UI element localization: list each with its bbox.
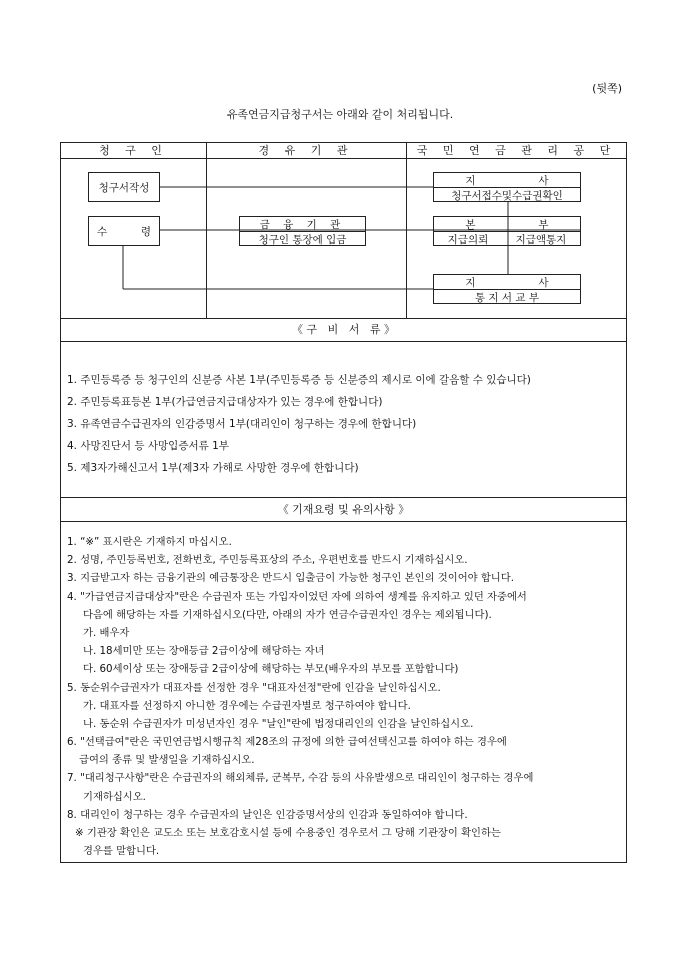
col-header-claimant: 청 구 인 — [99, 144, 168, 157]
hq-amount-notice: 지급액통지 — [515, 233, 567, 246]
notes-item: 가. 대표자를 선정하지 아니한 경우에는 수급권자별로 청구하여야 합니다. — [83, 699, 411, 712]
branch-label: 사 — [538, 174, 549, 187]
notes-item: 다. 60세이상 또는 장애등급 2급이상에 해당하는 부모(배우자의 부모를 포함합니다) — [83, 663, 459, 676]
notes-heading: 《 기재요령 및 유의사항 》 — [277, 503, 410, 516]
notes-item: 나. 18세미만 또는 장애등급 2급이상에 해당하는 자녀 — [83, 645, 325, 658]
hq-label: 부 — [538, 218, 549, 231]
docs-item: 5. 제3자가해신고서 1부(제3자 가해로 사망한 경우에 한합니다) — [67, 462, 359, 474]
branch-receipt-box — [433, 172, 581, 202]
docs-item: 1. 주민등록증 등 청구인의 신분증 사본 1부(주민등록증 등 신분증의 제시로 이에 갈음할 수 있습니다) — [67, 374, 531, 386]
hq-label: 본 — [465, 218, 476, 231]
notes-item: 다음에 해당하는 자를 기재하십시오(다만, 아래의 자가 연금수급권자인 경우는 제외됩니다). — [83, 608, 492, 621]
notes-item: 경우를 말합니다. — [83, 845, 160, 858]
notes-item: 1. “※” 표시란은 기재하지 마십시오. — [67, 536, 232, 548]
claim-write-label: 청구서작성 — [98, 181, 150, 194]
notes-item: ※ 기관장 확인은 교도소 또는 보호감호시설 등에 수용중인 경우로서 그 당해 기관장이 확인하는 — [75, 827, 501, 839]
hq-box — [433, 216, 581, 246]
docs-item: 4. 사망진단서 등 사망입증서류 1부 — [67, 440, 229, 452]
branch-receipt-desc: 청구서접수및수급권확인 — [451, 189, 563, 202]
bank-box — [239, 216, 366, 246]
col-header-intermediary: 경 유 기 관 — [258, 144, 354, 157]
notes-item: 3. 지급받고자 하는 금융기관의 예금통장은 반드시 입출금이 가능한 청구인 본인의 것이어야 합니다. — [67, 572, 514, 585]
divider — [61, 521, 626, 522]
notes-item: 7. "대리청구사항"란은 수급권자의 해외체류, 군복무, 수감 등의 사유발생으로 대리인이 청구하는 경우에 — [67, 772, 534, 785]
hq-payment-request: 지급의뢰 — [447, 233, 489, 246]
notes-item: 4. "가급연금지급대상자"란은 수급권자 또는 가입자이었던 자에 의하여 생계를 유지하고 있던 자중에서 — [67, 590, 527, 603]
notes-item: 5. 동순위수급권자가 대표자를 선정한 경우 "대표자선정"란에 인감을 날인하십시오. — [67, 681, 441, 694]
notes-item: 가. 배우자 — [83, 626, 130, 639]
bank-title: 금 융 기 관 — [240, 217, 365, 232]
divider — [61, 341, 626, 342]
branch-notice-box — [433, 274, 581, 304]
bank-desc: 청구인 통장에 입금 — [258, 233, 347, 246]
docs-heading: 《 구 비 서 류 》 — [292, 323, 395, 336]
notes-item: 급여의 종류 및 발생일을 기재하십시오. — [79, 754, 255, 767]
page-title: 유족연금지급청구서는 아래와 같이 처리됩니다. — [226, 108, 454, 121]
notes-item: 기재하십시오. — [83, 790, 146, 803]
receive-box — [88, 216, 160, 246]
notes-item: 2. 성명, 주민등록번호, 전화번호, 주민등록표상의 주소, 우편번호를 반드시 기재하십시오. — [67, 554, 468, 567]
col-header-nps: 국 민 연 금 관 리 공 단 — [416, 144, 617, 157]
page-marker: (뒷쪽) — [592, 82, 622, 95]
branch-label: 지 — [465, 174, 476, 187]
docs-item: 2. 주민등록표등본 1부(가급연금지급대상자가 있는 경우에 한합니다) — [67, 396, 383, 408]
process-table — [60, 142, 627, 863]
docs-list — [67, 369, 620, 479]
receive-label: 수 — [97, 225, 108, 238]
notes-item: 6. "선택급여"란은 국민연금법시행규칙 제28조의 규정에 의한 급여선택신고를 하여야 하는 경우에 — [67, 736, 507, 749]
branch-label: 사 — [538, 276, 549, 289]
docs-item: 3. 유족연금수급권자의 인감증명서 1부(대리인이 청구하는 경우에 한합니다) — [67, 418, 417, 430]
branch-label: 지 — [465, 276, 476, 289]
notes-item: 8. 대리인이 청구하는 경우 수급권자의 날인은 인감증명서상의 인감과 동일하여야 합니다. — [67, 808, 468, 821]
notes-list — [67, 533, 620, 860]
notes-item: 나. 동순위 수급권자가 미성년자인 경우 "날인"란에 법정대리인의 인감을 날인하십시오. — [83, 717, 474, 730]
receive-label: 령 — [140, 225, 151, 238]
branch-notice-desc: 통 지 서 교 부 — [474, 291, 540, 304]
claim-write-box — [88, 172, 160, 202]
